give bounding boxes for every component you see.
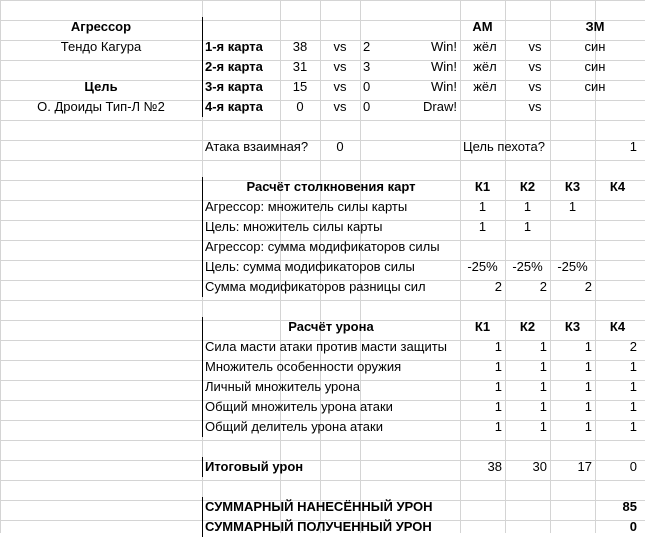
card-am-suit[interactable]: жёл [473,59,497,74]
damage-title: Расчёт урона [288,319,374,334]
collision-value[interactable]: -25% [512,259,543,274]
damage-value[interactable]: 1 [584,379,592,394]
collision-row-label: Цель: множитель силы карты [205,219,383,234]
card-vs: vs [333,39,347,54]
card-suit-vs: vs [528,59,542,74]
damage-value[interactable]: 1 [629,419,637,434]
damage-value[interactable]: 1 [584,359,592,374]
damage-value[interactable]: 1 [539,379,547,394]
collision-value[interactable] [595,257,640,277]
collision-row-label: Сумма модификаторов разницы сил [205,279,426,294]
total-damage-value[interactable]: 17 [577,459,592,474]
damage-value[interactable]: 1 [539,359,547,374]
damage-col-header: К4 [609,319,626,334]
card-target-power[interactable]: 2 [363,39,371,54]
total-received-value[interactable]: 0 [629,519,637,534]
collision-value[interactable] [550,237,595,257]
collision-value[interactable] [595,237,640,257]
collision-col-header: К2 [519,179,536,194]
total-damage-value[interactable]: 30 [532,459,547,474]
card-suit-vs: vs [528,39,542,54]
card-am-suit[interactable]: жёл [473,39,497,54]
card-am-suit[interactable] [460,97,510,117]
damage-row-label: Сила масти атаки против масти защиты [205,339,448,354]
card-label: 2-я карта [205,59,263,74]
damage-value[interactable]: 1 [584,419,592,434]
collision-row-label: Цель: сумма модификаторов силы [205,259,415,274]
card-result: Win! [431,59,457,74]
damage-value[interactable]: 1 [584,399,592,414]
card-label: 1-я карта [205,39,263,54]
collision-value[interactable]: -25% [467,259,498,274]
card-vs: vs [333,99,347,114]
damage-value[interactable]: 1 [494,419,502,434]
damage-col-header: К1 [474,319,491,334]
damage-value[interactable]: 1 [629,359,637,374]
card-zm-suit[interactable]: син [584,39,606,54]
card-target-power[interactable]: 3 [363,59,371,74]
collision-value[interactable]: 1 [478,219,487,234]
card-target-power[interactable]: 0 [363,79,371,94]
damage-value[interactable]: 1 [539,419,547,434]
collision-value[interactable]: 1 [523,219,532,234]
card-am-suit[interactable]: жёл [473,79,497,94]
damage-value[interactable]: 1 [494,399,502,414]
mutual-attack-label: Атака взаимная? [205,139,309,154]
card-zm-suit[interactable] [550,97,640,117]
card-suit-vs: vs [528,79,542,94]
zm-label: ЗМ [585,19,605,34]
damage-value[interactable]: 1 [584,339,592,354]
aggressor-label: Агрессор [70,19,132,34]
damage-value[interactable]: 1 [494,339,502,354]
card-suit-vs: vs [528,99,542,114]
total-damage-label: Итоговый урон [205,459,304,474]
collision-value[interactable]: 2 [494,279,502,294]
collision-value[interactable]: 1 [478,199,487,214]
collision-value[interactable]: -25% [557,259,588,274]
am-label: АМ [472,19,493,34]
card-aggressor-power[interactable]: 15 [292,79,308,94]
total-received-label: СУММАРНЫЙ ПОЛУЧЕННЫЙ УРОН [205,519,432,534]
damage-col-header: К2 [519,319,536,334]
total-damage-value[interactable]: 38 [487,459,502,474]
collision-value[interactable] [595,217,640,237]
collision-value[interactable] [505,237,550,257]
damage-value[interactable]: 1 [494,379,502,394]
target-infantry-value[interactable]: 1 [629,139,637,154]
collision-value[interactable]: 1 [568,199,577,214]
card-result: Win! [431,79,457,94]
card-result: Draw! [423,99,457,114]
collision-col-header: К1 [474,179,491,194]
card-zm-suit[interactable]: син [584,79,606,94]
collision-row-label: Агрессор: множитель силы карты [205,199,408,214]
damage-value[interactable]: 1 [629,399,637,414]
card-zm-suit[interactable]: син [584,59,606,74]
collision-value[interactable]: 1 [523,199,532,214]
collision-col-header: К4 [609,179,626,194]
total-dealt-label: СУММАРНЫЙ НАНЕСЁННЫЙ УРОН [205,499,433,514]
card-vs: vs [333,59,347,74]
target-name[interactable]: О. Дроиды Тип-Л №2 [37,99,165,114]
damage-value[interactable]: 1 [494,359,502,374]
collision-value[interactable]: 2 [539,279,547,294]
aggressor-name[interactable]: Тендо Кагура [60,39,142,54]
total-dealt-value[interactable]: 85 [622,499,637,514]
damage-value[interactable]: 1 [539,339,547,354]
card-label: 4-я карта [205,99,263,114]
collision-value[interactable] [595,277,640,297]
damage-row-label: Общий множитель урона атаки [205,399,393,414]
card-label: 3-я карта [205,79,263,94]
card-target-power[interactable]: 0 [363,99,371,114]
card-result: Win! [431,39,457,54]
damage-row-label: Личный множитель урона [205,379,360,394]
card-aggressor-power[interactable]: 0 [296,99,304,114]
card-vs: vs [333,79,347,94]
card-aggressor-power[interactable]: 31 [292,59,308,74]
total-damage-value[interactable]: 0 [629,459,637,474]
mutual-attack-value[interactable]: 0 [336,139,344,154]
card-aggressor-power[interactable]: 38 [292,39,308,54]
collision-value[interactable] [550,217,595,237]
collision-value[interactable] [460,237,505,257]
collision-row-label: Агрессор: сумма модификаторов силы [205,239,440,254]
collision-value[interactable] [595,197,640,217]
collision-value[interactable]: 2 [584,279,592,294]
damage-value[interactable]: 1 [539,399,547,414]
damage-value[interactable]: 2 [629,339,637,354]
target-infantry-label: Цель пехота? [463,139,545,154]
collision-title: Расчёт столкновения карт [246,179,416,194]
damage-row-label: Множитель особенности оружия [205,359,402,374]
damage-row-label: Общий делитель урона атаки [205,419,383,434]
collision-col-header: К3 [564,179,581,194]
damage-col-header: К3 [564,319,581,334]
target-label: Цель [84,79,118,94]
damage-value[interactable]: 1 [629,379,637,394]
